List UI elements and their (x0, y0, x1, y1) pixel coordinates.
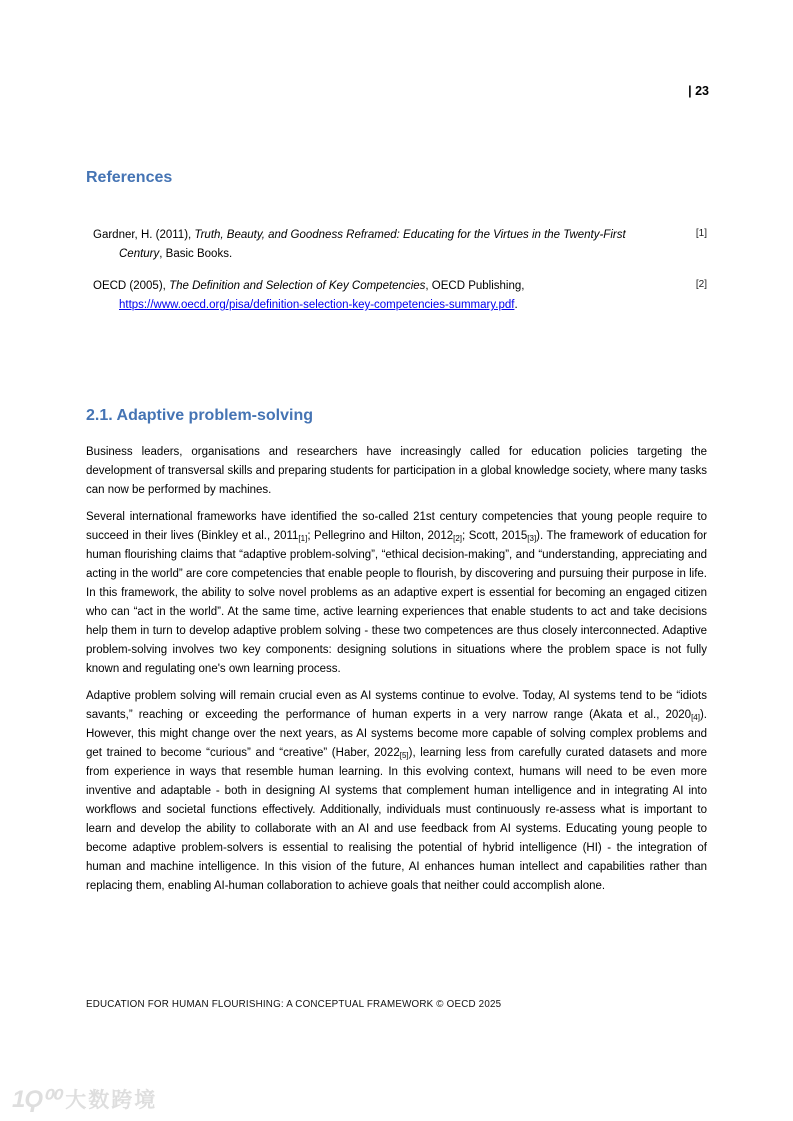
citation-marker: [5] (399, 751, 409, 760)
reference-entry (93, 226, 707, 264)
watermark-logo-icon: 1Ϙ⁰⁰ (12, 1085, 60, 1113)
section-heading: 2.1. Adaptive problem-solving (86, 407, 314, 424)
references-list (93, 226, 707, 328)
text-run: Business leaders, organisations and researchers have increasingly called for education policies targeting the development of transversal skills and preparing students for participation in a global knowledge society, where many tasks can now be performed by machines. (86, 446, 707, 496)
citation-marker: [1] (298, 534, 308, 543)
text-run: , OECD Publishing, (425, 280, 525, 292)
citation-marker: [4] (691, 713, 700, 722)
reference-link[interactable]: https://www.oecd.org/pisa/definition-selection-key-competencies-summary.pdf (119, 299, 515, 311)
reference-title-italic: Truth, Beauty, and Goodness Reframed: Educating for the Virtues in the Twenty-First Century (119, 229, 626, 260)
text-run: , Basic Books. (159, 248, 233, 260)
reference-text (93, 277, 659, 315)
section-paragraphs (86, 443, 707, 904)
reference-title-italic: The Definition and Selection of Key Competencies (169, 280, 426, 292)
text-run: Adaptive problem solving will remain crucial even as AI systems continue to evolve. Today, AI systems tend to be “idiots savants,” reaching or exceeding the performance of human experts in a very narrow range (Akata et al., 2020 (86, 690, 707, 721)
body-paragraph (86, 508, 707, 679)
reference-text (93, 226, 659, 264)
reference-entry (93, 277, 707, 315)
references-heading: References (86, 169, 173, 186)
reference-number: [1] (695, 228, 707, 239)
page-number: | 23 (688, 84, 709, 98)
text-run: ). The framework of education for human flourishing claims that “adaptive problem-solving”, “ethical decision-making”, and “understanding, appreciating and acting in the world” are core competencies that enable people to flourish, by discovering and pursuing their purpose in life. In this framework, the ability to solve novel problems as an adaptive expert is essential for becoming an engaged citizen who can “act in the world”. At the same time, active learning experiences that enable students to act and take decisions help them in turn to develop adaptive problem solving - these two competences are thus closely interconnected. Adaptive problem-solving involves two key components: designing solutions in situations where the problem space is not fully known and regulating one's own learning process. (86, 530, 707, 675)
citation-marker: [2] (453, 534, 463, 543)
watermark-text: 大数跨境 (65, 1089, 158, 1112)
reference-number: [2] (695, 279, 707, 290)
text-run: ). However, this might change over the next years, as AI systems become more capable of solving complex problems and get trained to become “curious” and “creative” (Haber, 2022 (86, 709, 707, 759)
body-paragraph (86, 443, 707, 500)
text-run: OECD (2005), (93, 280, 170, 292)
page-footer: EDUCATION FOR HUMAN FLOURISHING: A CONCEPTUAL FRAMEWORK © OECD 2025 (86, 999, 502, 1010)
body-paragraph (86, 687, 707, 896)
text-run: ; Pellegrino and Hilton, 2012 (307, 530, 454, 542)
text-run: . (514, 299, 518, 311)
text-run: Several international frameworks have identified the so-called 21st century competencies that young people require to succeed in their lives (Binkley et al., 2011 (86, 511, 707, 542)
citation-marker: [3] (527, 534, 537, 543)
text-run: ), learning less from carefully curated datasets and more from experience in ways that resemble human learning. In this evolving context, humans will need to be even more inventive and adaptable - both in designing AI systems that complement human intelligence and in integrating AI into workflows and societal functions effectively. Additionally, individuals must continuously re-assess what is important to learn and develop the ability to collaborate with an AI and use feedback from AI systems. Educating young people to become adaptive problem-solvers is essential to realising the potential of hybrid intelligence (HI) - the integration of human and machine intelligence. In this vision of the future, AI enhances human intellect and capabilities rather than replacing them, enabling AI-human collaboration to achieve goals that neither could accomplish alone. (86, 747, 708, 892)
text-run: Gardner, H. (2011), (93, 229, 195, 241)
text-run: ; Scott, 2015 (462, 530, 528, 542)
watermark (12, 1084, 157, 1114)
